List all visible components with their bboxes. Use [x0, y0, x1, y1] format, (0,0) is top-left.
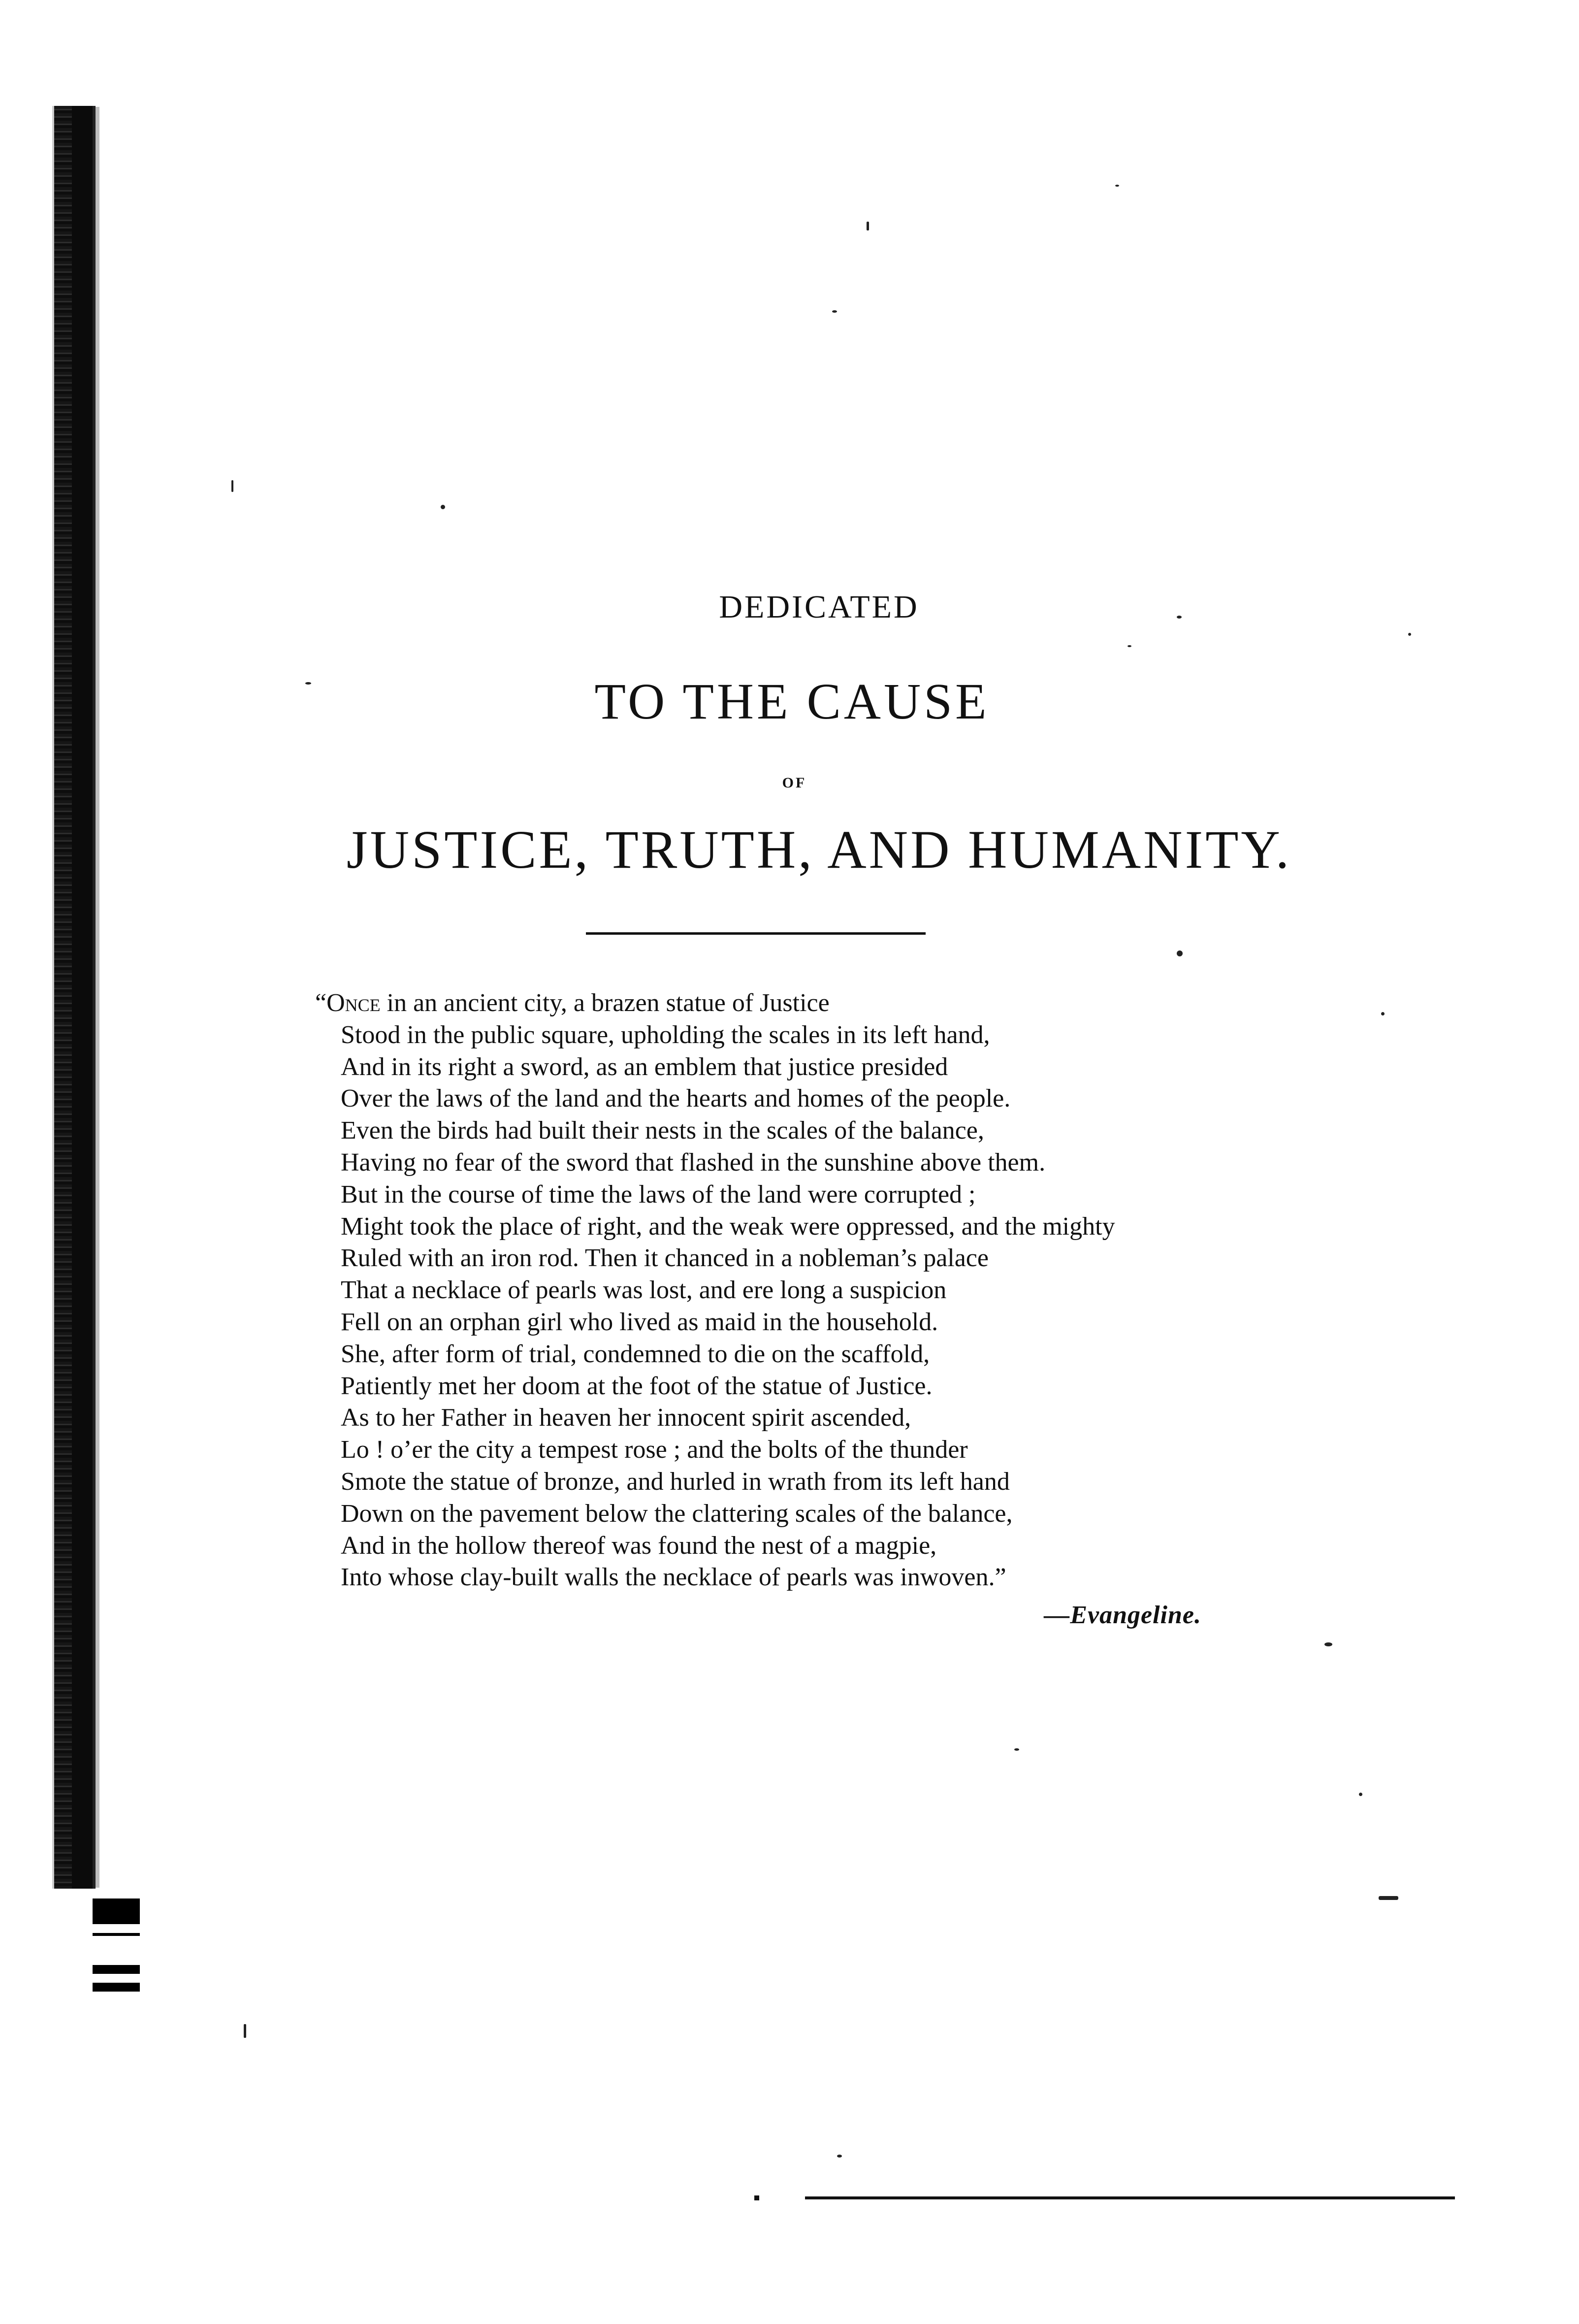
bottom-rule — [805, 2196, 1455, 2199]
poem-line: But in the course of time the laws of the land were corrupted ; — [341, 1180, 976, 1209]
scan-speck — [1324, 1642, 1332, 1646]
scan-speck — [1115, 185, 1119, 187]
scan-mark — [754, 2195, 759, 2200]
scan-mark — [93, 1965, 140, 1974]
poem-attribution: —Evangeline. — [1044, 1601, 1201, 1629]
poem-line: Might took the place of right, and the weak were oppressed, and the mighty — [341, 1212, 1115, 1241]
dedication-values: JUSTICE, TRUTH, AND HUMANITY. — [346, 819, 1292, 880]
poem-line: Patiently met her doom at the foot of the statue of Justice. — [341, 1372, 933, 1400]
poem-line: Down on the pavement below the clattering scales of the balance, — [341, 1499, 1013, 1528]
scan-mark — [93, 1983, 140, 1992]
scan-speck — [1381, 1012, 1385, 1015]
dedication-cause: TO THE CAUSE — [594, 673, 990, 730]
scan-speck — [1128, 645, 1131, 647]
scan-mark — [93, 1933, 140, 1936]
poem-line: And in its right a sword, as an emblem that justice presided — [341, 1052, 948, 1081]
scan-mark — [93, 1898, 140, 1924]
dedication-of: OF — [782, 775, 807, 791]
poem-line: Even the birds had built their nests in the scales of the balance, — [341, 1116, 984, 1145]
scan-speck — [867, 222, 869, 230]
first-word: Once — [326, 989, 381, 1017]
scan-speck — [1408, 633, 1411, 636]
dedication-heading: DEDICATED — [719, 589, 919, 625]
scan-speck — [1379, 1896, 1398, 1900]
poem-line: And in the hollow thereof was found the nest of a magpie, — [341, 1531, 937, 1560]
poem-line: That a necklace of pearls was lost, and ere long a suspicion — [341, 1276, 947, 1305]
scan-speck — [1177, 950, 1183, 956]
first-line-text: in an ancient city, a brazen statue of Justice — [380, 989, 830, 1017]
scan-speck — [837, 2155, 842, 2158]
poem-line: Fell on an orphan girl who lived as maid in the household. — [341, 1308, 938, 1336]
poem-quotation — [315, 987, 1260, 1594]
poem-line: Ruled with an iron rod. Then it chanced in a nobleman’s palace — [341, 1244, 989, 1273]
scan-speck — [1359, 1793, 1362, 1796]
scan-speck — [832, 310, 837, 313]
divider-rule — [586, 932, 926, 935]
scan-speck — [441, 505, 445, 509]
poem-line: Into whose clay-built walls the necklace of pearls was inwoven.” — [341, 1563, 1006, 1592]
poem-line: Stood in the public square, upholding the scales in its left hand, — [341, 1020, 990, 1049]
scan-speck — [231, 480, 233, 492]
poem-line: As to her Father in heaven her innocent spirit ascended, — [341, 1404, 911, 1432]
scan-speck — [1014, 1748, 1019, 1751]
poem-line: Lo ! o’er the city a tempest rose ; and the bolts of the thunder — [341, 1436, 968, 1464]
poem-line: Smote the statue of bronze, and hurled in wrath from its left hand — [341, 1467, 1010, 1496]
poem-line: She, after form of trial, condemned to die on the scaffold, — [341, 1340, 930, 1368]
opening-quote: “ — [315, 989, 327, 1017]
poem-line — [315, 987, 1260, 1019]
scan-speck — [244, 2024, 246, 2038]
poem-line: Having no fear of the sword that flashed in the sunshine above them. — [341, 1148, 1046, 1177]
poem-line: Over the laws of the land and the hearts and homes of the people. — [341, 1084, 1011, 1113]
binding-edge — [54, 106, 96, 1889]
